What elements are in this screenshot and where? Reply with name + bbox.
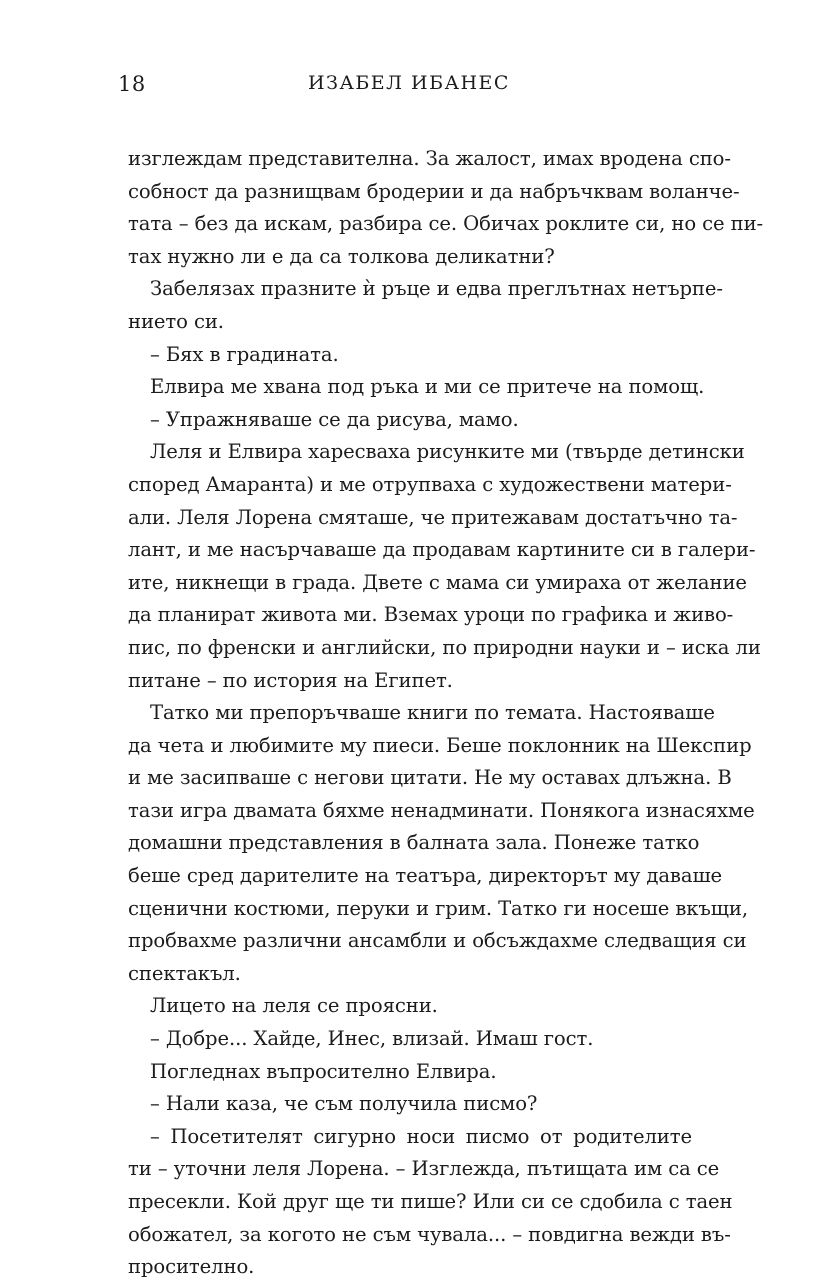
text-line: Леля и Елвира харесваха рисунките ми (твърде детински [150,440,745,464]
text-line: да планират живота ми. Вземах уроци по графика и живо- [128,603,734,627]
text-line: питане – по история на Египет. [128,668,453,692]
text-line: според Амаранта) и ме отрупваха с художествени матери- [128,472,732,496]
text-line: да чета и любимите му пиеси. Беше поклонник на Шекспир [128,733,752,757]
text-line: лант, и ме насърчаваше да продавам картините си в галери- [128,538,756,562]
text-line: домашни представления в балната зала. Понеже татко [128,831,700,855]
text-line: – Бях в градината. [150,342,339,366]
text-line: – Посетителят сигурно носи писмо от родителите [150,1124,692,1148]
text-line: пис, по френски и английски, по природни науки и – иска ли [128,635,761,659]
text-line: беше сред дарителите на театъра, директорът му даваше [128,864,723,888]
text-line: и ме засипваше с негови цитати. Не му оставах длъжна. В [128,766,732,790]
text-line: тата – без да искам, разбира се. Обичах роклите си, но се пи- [128,212,764,236]
text-line: тази игра двамата бяхме ненадминати. Понякога изнасяхме [128,798,755,822]
text-line: просително. [128,1255,255,1279]
text-line: собност да разнищвам бродерии и да набръчквам воланче- [128,179,740,203]
text-line: тах нужно ли е да са толкова деликатни? [128,244,555,268]
running-title: ИЗАБЕЛ ИБАНЕС [308,72,510,94]
text-line: Елвира ме хвана под ръка и ми се притече на помощ. [150,375,705,399]
text-line: – Упражняваше се да рисува, мамо. [150,407,519,431]
text-line: пресекли. Кой друг ще ти пише? Или си се сдобила с таен [128,1190,733,1213]
text-line: обожател, за когото не съм чувала... – повдигна вежди въ- [128,1222,731,1246]
text-line: – Нали каза, че съм получила писмо? [150,1092,538,1116]
text-line: – Добре... Хайде, Инес, влизай. Имаш гост. [150,1027,594,1051]
text-line: ти – уточни леля Лорена. – Изглежда, пътищата им са се [128,1157,720,1181]
page-number: 18 [118,72,146,96]
text-line: Забелязах празните ѝ ръце и едва преглътнах нетърпе- [150,277,723,301]
text-line: ите, никнещи в града. Двете с мама си умираха от желание [128,570,747,594]
text-line: Погледнах въпросително Елвира. [150,1059,497,1083]
text-line: изглеждам представителна. За жалост, имах вродена спо- [128,147,731,170]
text-line: спектакъл. [128,961,241,985]
text-line: нието си. [128,309,224,333]
text-line: Лицето на леля се проясни. [150,994,438,1018]
text-line: Татко ми препоръчваше книги по темата. Настояваше [150,701,715,725]
text-line: али. Леля Лорена смяташе, че притежавам достатъчно та- [128,505,738,529]
text-line: сценични костюми, перуки и грим. Татко ги носеше вкъщи, [128,896,748,920]
text-line: пробвахме различни ансамбли и обсъждахме следващия си [128,929,747,953]
body-text [128,143,764,1284]
